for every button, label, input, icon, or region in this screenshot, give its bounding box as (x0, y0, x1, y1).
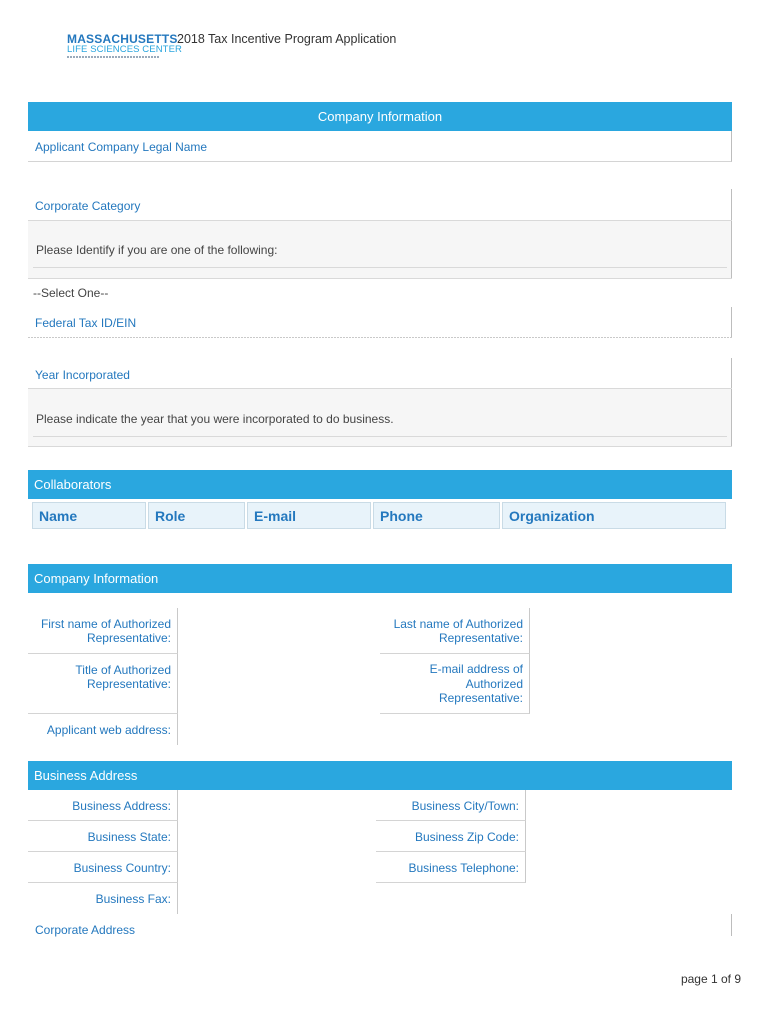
column-name: Name (32, 502, 146, 529)
divider (731, 189, 732, 220)
column-phone: Phone (373, 502, 500, 529)
page-number: page 1 of 9 (680, 972, 741, 986)
column-email: E-mail (247, 502, 371, 529)
year-prompt: Please indicate the year that you were incorporated to do business. (36, 412, 394, 426)
divider (731, 358, 732, 388)
year-incorporated-label: Year Incorporated (35, 368, 130, 382)
business-state-label: Business State: (28, 821, 178, 852)
business-zip-label: Business Zip Code: (376, 821, 526, 852)
business-address-header: Business Address (28, 761, 732, 790)
collaborators-header: Collaborators (28, 470, 732, 499)
document-title: 2018 Tax Incentive Program Application (177, 32, 397, 46)
logo-rule (67, 56, 160, 58)
divider (33, 267, 727, 268)
business-address-label: Business Address: (28, 790, 178, 821)
ein-label: Federal Tax ID/EIN (35, 316, 137, 330)
divider (28, 337, 732, 338)
company-info-header: Company Information (28, 102, 732, 131)
identify-prompt: Please Identify if you are one of the following: (36, 243, 278, 257)
logo-line2: LIFE SCIENCES CENTER (67, 44, 182, 55)
first-name-label: First name of Authorized Representative: (28, 608, 178, 654)
logo-line1: MASSACHUSETTS (67, 32, 178, 46)
last-name-label: Last name of Authorized Representative: (380, 608, 530, 654)
business-telephone-label: Business Telephone: (376, 852, 526, 883)
divider (731, 307, 732, 337)
collaborators-table-header (32, 502, 726, 529)
corporate-category-label: Corporate Category (35, 199, 141, 213)
web-address-label: Applicant web address: (28, 714, 178, 745)
business-city-label: Business City/Town: (376, 790, 526, 821)
divider (28, 278, 732, 279)
column-role: Role (148, 502, 245, 529)
rep-email-label: E-mail address of Authorized Representative: (380, 654, 530, 714)
legal-name-label: Applicant Company Legal Name (35, 140, 208, 154)
rep-title-label: Title of Authorized Representative: (28, 654, 178, 714)
business-country-label: Business Country: (28, 852, 178, 883)
representative-header: Company Information (28, 564, 732, 593)
corporate-category-select[interactable]: --Select One-- (33, 286, 109, 300)
divider (28, 446, 732, 447)
corporate-address-label: Corporate Address (35, 923, 136, 937)
business-fax-label: Business Fax: (28, 883, 178, 914)
divider (33, 436, 727, 437)
column-organization: Organization (502, 502, 726, 529)
divider (731, 914, 732, 936)
